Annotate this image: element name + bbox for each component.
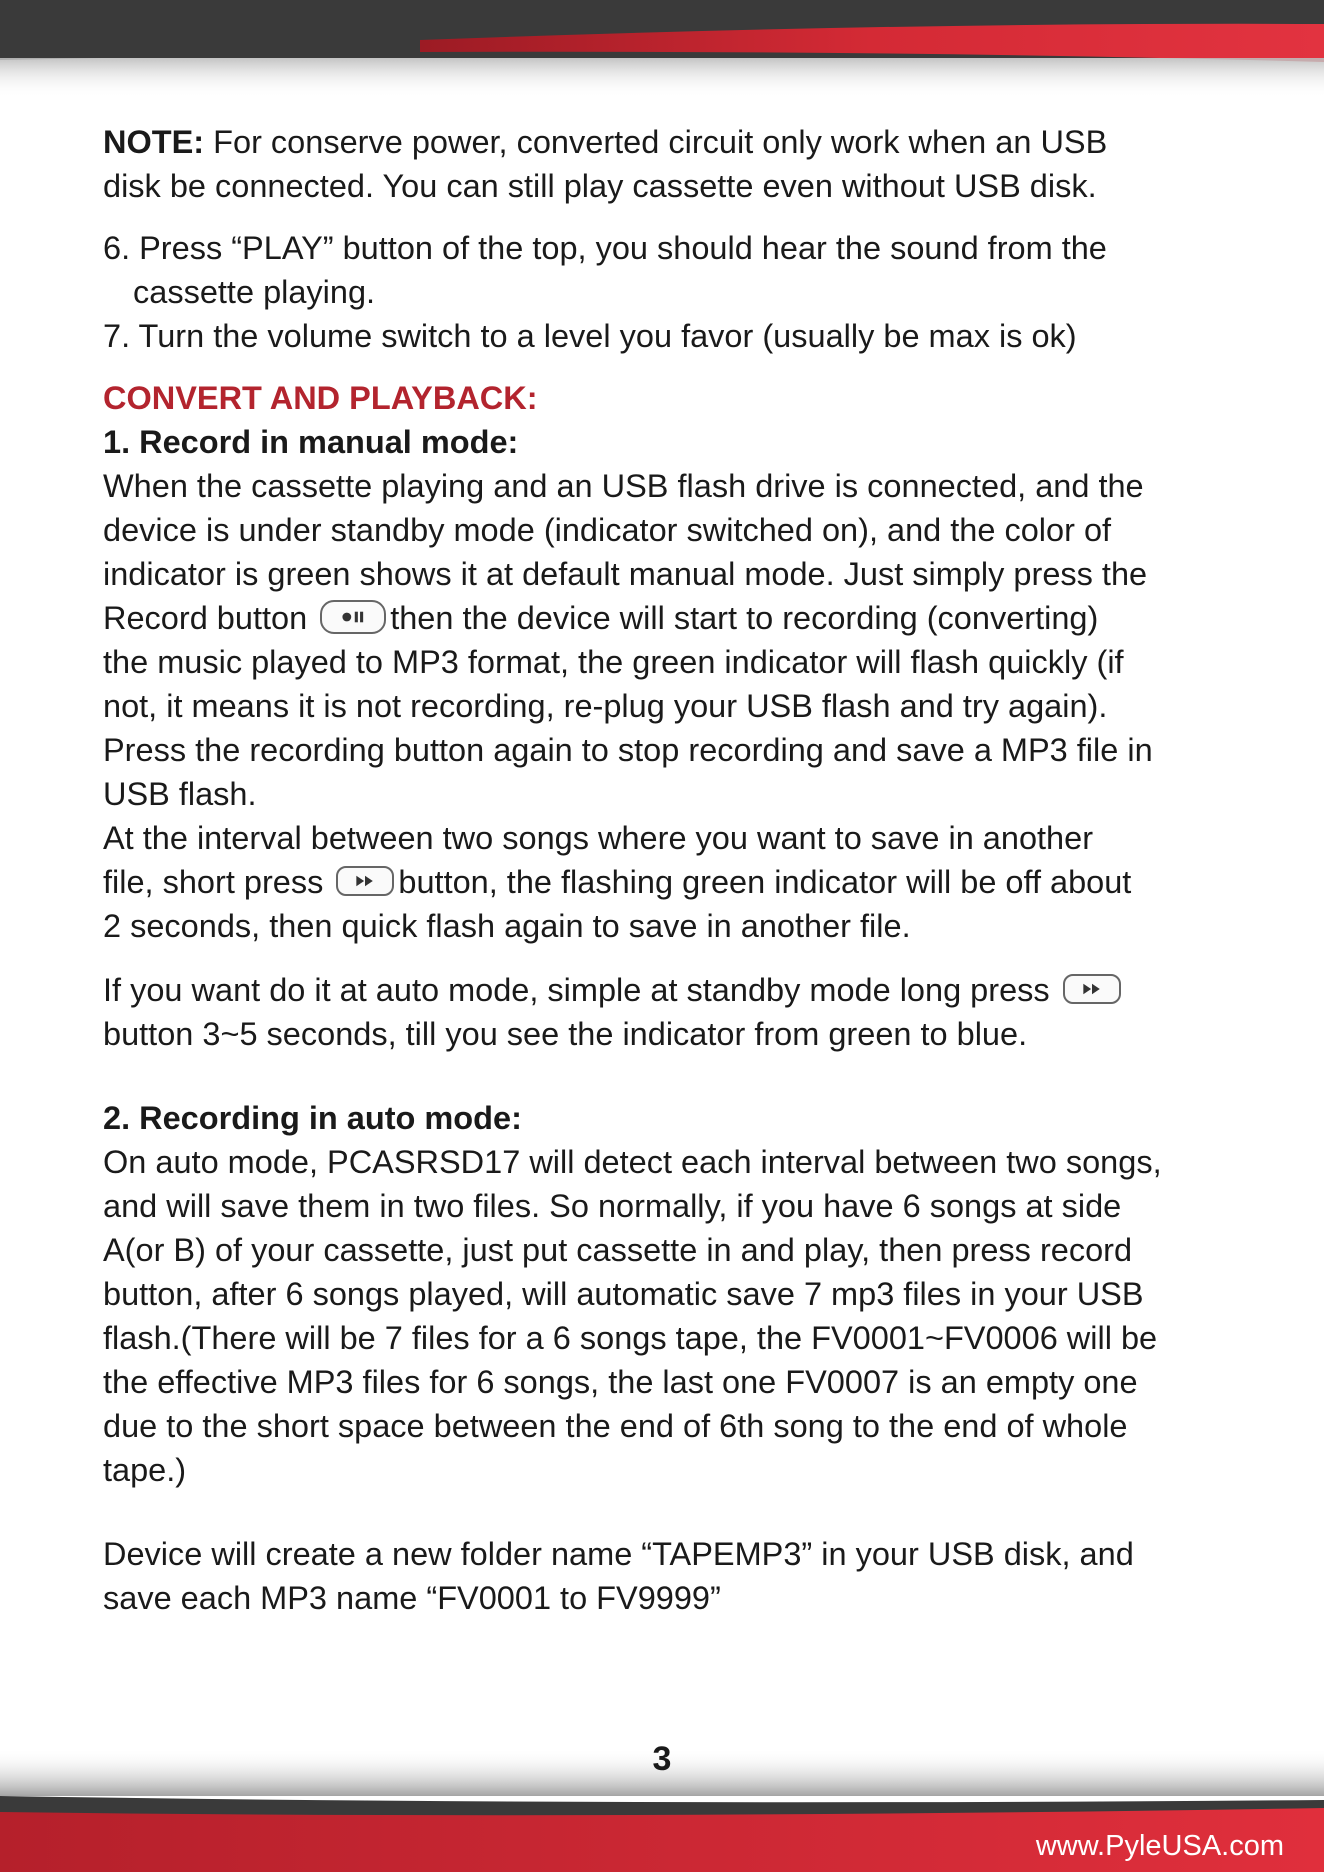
manual-line: the music played to MP3 format, the green indicator will flash quickly (if <box>103 644 1124 680</box>
header-band <box>0 0 1324 110</box>
note-paragraph-line2: disk be connected. You can still play cassette even without USB disk. <box>103 168 1097 204</box>
note-label: NOTE: <box>103 124 205 160</box>
auto-line: tape.) <box>103 1452 187 1488</box>
auto-line: due to the short space between the end of 6th song to the end of whole <box>103 1408 1128 1444</box>
manual-line-with-icon: Record button then the device will start to recording (converting) <box>103 600 1099 636</box>
step-7: 7. Turn the volume switch to a level you favor (usually be max is ok) <box>103 318 1077 354</box>
auto-line: the effective MP3 files for 6 songs, the last one FV0007 is an empty one <box>103 1364 1138 1400</box>
auto-line: On auto mode, PCASRSD17 will detect each interval between two songs, <box>103 1144 1162 1180</box>
document-body <box>103 120 1253 1620</box>
auto-line: A(or B) of your cassette, just put cassette in and play, then press record <box>103 1232 1133 1268</box>
step-6: 6. Press “PLAY” button of the top, you should hear the sound from the <box>103 230 1107 266</box>
auto-switch-line-with-icon: If you want do it at auto mode, simple at standby mode long press <box>103 968 1253 1012</box>
step-6-continued: cassette playing. <box>133 274 376 310</box>
auto-switch-line: button 3~5 seconds, till you see the indicator from green to blue. <box>103 1016 1028 1052</box>
auto-line: and will save them in two files. So normally, if you have 6 songs at side <box>103 1188 1122 1224</box>
interval-line: 2 seconds, then quick flash again to save in another file. <box>103 908 911 944</box>
subheading-manual-mode: 1. Record in manual mode: <box>103 424 519 460</box>
record-button-icon <box>320 600 386 634</box>
note-text: For conserve power, converted circuit only work when an USB <box>204 124 1108 160</box>
page-number: 3 <box>652 1740 672 1778</box>
interval-line: At the interval between two songs where you want to save in another <box>103 820 1094 856</box>
subheading-auto-mode: 2. Recording in auto mode: <box>103 1100 522 1136</box>
interval-line-with-icon: file, short press button, the flashing green indicator will be off about <box>103 864 1132 900</box>
folder-line: save each MP3 name “FV0001 to FV9999” <box>103 1580 721 1616</box>
section-heading-convert: CONVERT AND PLAYBACK: <box>103 380 538 416</box>
manual-line: device is under standby mode (indicator switched on), and the color of <box>103 512 1112 548</box>
auto-line: button, after 6 songs played, will automatic save 7 mp3 files in your USB <box>103 1276 1144 1312</box>
auto-line: flash.(There will be 7 files for a 6 songs tape, the FV0001~FV0006 will be <box>103 1320 1158 1356</box>
manual-line: USB flash. <box>103 776 257 812</box>
folder-line: Device will create a new folder name “TAPEMP3” in your USB disk, and <box>103 1536 1134 1572</box>
manual-line: When the cassette playing and an USB flash drive is connected, and the <box>103 468 1144 504</box>
website-link[interactable]: www.PyleUSA.com <box>1035 1830 1284 1862</box>
manual-line: Press the recording button again to stop recording and save a MP3 file in <box>103 732 1153 768</box>
manual-line: not, it means it is not recording, re-plug your USB flash and try again). <box>103 688 1108 724</box>
manual-line: indicator is green shows it at default manual mode. Just simply press the <box>103 556 1148 592</box>
fast-forward-button-icon <box>1063 974 1121 1004</box>
fast-forward-button-icon <box>336 866 394 896</box>
note-paragraph <box>103 120 1253 164</box>
